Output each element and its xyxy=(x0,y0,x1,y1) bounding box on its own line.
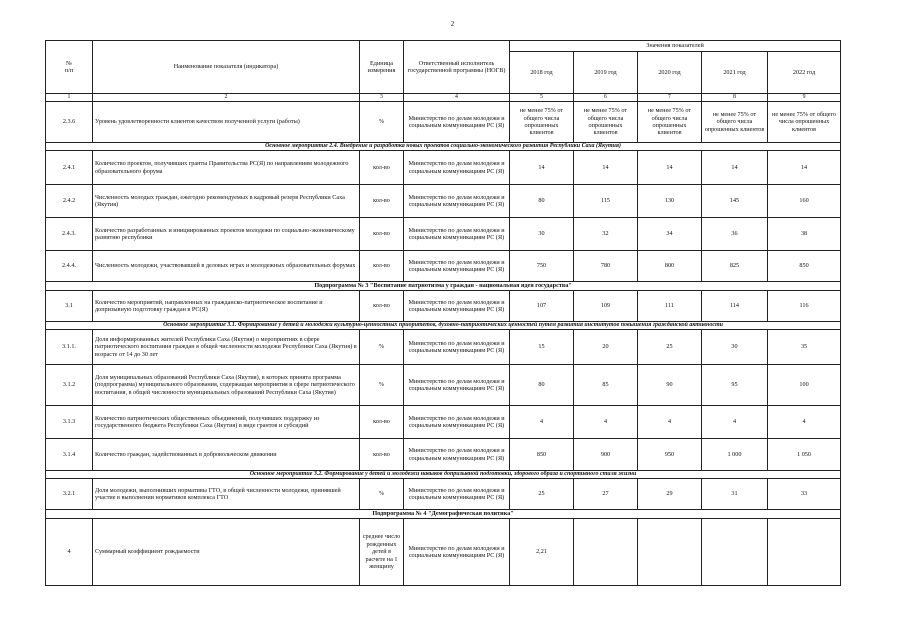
value-cell: 145 xyxy=(702,185,768,218)
unit-cell: кол-во xyxy=(360,251,404,282)
indicator-name: Количество разработанных и инициированных проектов молодежи по социально-экономическому развитию республики xyxy=(93,218,360,251)
value-cell: 160 xyxy=(768,185,841,218)
unit-cell: кол-во xyxy=(360,406,404,439)
unit-cell: % xyxy=(360,365,404,406)
table-row xyxy=(46,365,841,406)
value-cell: 850 xyxy=(510,439,574,471)
value-cell: не менее 75% от общего числа опрошенных клиентов xyxy=(638,102,702,143)
table-row xyxy=(46,151,841,185)
unit-cell: кол-во xyxy=(360,151,404,185)
value-cell: 14 xyxy=(768,151,841,185)
value-cell: 114 xyxy=(702,291,768,322)
table-row xyxy=(46,185,841,218)
value-cell: 107 xyxy=(510,291,574,322)
value-cell xyxy=(574,519,638,586)
value-cell: 100 xyxy=(768,365,841,406)
unit-cell: среднее число рожденных детей в расчете на 1 женщину xyxy=(360,519,404,586)
value-cell: 900 xyxy=(574,439,638,471)
table-row xyxy=(46,251,841,282)
subprogram-heading-row xyxy=(46,510,841,519)
indicator-name: Доля молодежи, выполнивших нормативы ГТО, в общей численности молодежи, принявшей участие в выполнении нормативов комплекса ГТО xyxy=(93,479,360,510)
section-heading: Основное мероприятие 2.4. Внедрение и разработка новых проектов социально-экономического развития Республики Саха (Якутия) xyxy=(46,143,841,151)
col-name-header: Наименование показателя (индикатора) xyxy=(93,41,360,94)
indicator-name: Численность молодых граждан, ежегодно рекомендуемых в кадровый резерв Республики Саха (Якутия) xyxy=(93,185,360,218)
table-row xyxy=(46,218,841,251)
value-cell: 825 xyxy=(702,251,768,282)
table-row xyxy=(46,102,841,143)
value-cell: 36 xyxy=(702,218,768,251)
value-cell: 115 xyxy=(574,185,638,218)
page-number: 2 xyxy=(450,20,455,28)
row-number: 2.4.1 xyxy=(46,151,93,185)
value-cell: 25 xyxy=(638,330,702,365)
row-number: 2.4.3. xyxy=(46,218,93,251)
value-cell: 80 xyxy=(510,185,574,218)
table-row xyxy=(46,291,841,322)
table-row xyxy=(46,330,841,365)
value-cell: 31 xyxy=(702,479,768,510)
indicators-table xyxy=(45,40,841,586)
value-cell: не менее 75% от общего числа опрошенных клиентов xyxy=(768,102,841,143)
value-cell: не менее 75% от общего числа опрошенных клиентов xyxy=(574,102,638,143)
year-header: 2022 год xyxy=(768,52,841,94)
value-cell: 4 xyxy=(702,406,768,439)
indicator-name: Количество граждан, задействованных в добровольческом движении xyxy=(93,439,360,471)
value-cell: 33 xyxy=(768,479,841,510)
value-cell: 2,21 xyxy=(510,519,574,586)
subprogram-heading-row xyxy=(46,282,841,291)
unit-cell: кол-во xyxy=(360,439,404,471)
value-cell: 80 xyxy=(510,365,574,406)
value-cell: не менее 75% от общего числа опрошенных клиентов xyxy=(510,102,574,143)
value-cell: 130 xyxy=(638,185,702,218)
value-cell: 4 xyxy=(574,406,638,439)
indicator-name: Количество мероприятий, направленных на гражданско-патриотическое воспитание и допризывную подготовку граждан в РС(Я) xyxy=(93,291,360,322)
value-cell: 14 xyxy=(702,151,768,185)
row-number: 3.2.1 xyxy=(46,479,93,510)
value-cell: 32 xyxy=(574,218,638,251)
responsible-cell: Министерство по делам молодежи и социальным коммуникациям РС (Я) xyxy=(404,102,510,143)
value-cell: 30 xyxy=(510,218,574,251)
unit-cell: % xyxy=(360,479,404,510)
value-cell: 85 xyxy=(574,365,638,406)
value-cell: 38 xyxy=(768,218,841,251)
header-row xyxy=(46,41,841,52)
row-number: 2.4.2 xyxy=(46,185,93,218)
unit-cell: кол-во xyxy=(360,185,404,218)
value-cell: 20 xyxy=(574,330,638,365)
value-cell: 14 xyxy=(638,151,702,185)
responsible-cell: Министерство по делам молодежи и социальным коммуникациям РС (Я) xyxy=(404,330,510,365)
value-cell: 34 xyxy=(638,218,702,251)
responsible-cell: Министерство по делам молодежи и социальным коммуникациям РС (Я) xyxy=(404,251,510,282)
table-row xyxy=(46,519,841,586)
value-cell xyxy=(702,519,768,586)
value-cell: 35 xyxy=(768,330,841,365)
indicator-name: Доля муниципальных образований Республики Саха (Якутия), в которых принята программа (подпрограмма) муниципального образования, содержащая мероприятия в сфере патриотического воспитания, в общей численности муниципальных образований Республики Саха (Якутия) xyxy=(93,365,360,406)
subprogram-heading: Подпрограмма № 3 "Воспитание патриотизма у граждан - национальная идея государства" xyxy=(46,282,841,291)
value-cell: 27 xyxy=(574,479,638,510)
value-cell: 14 xyxy=(574,151,638,185)
value-cell: 4 xyxy=(768,406,841,439)
value-cell: 90 xyxy=(638,365,702,406)
value-cell: 1 000 xyxy=(702,439,768,471)
row-number: 3.1.4 xyxy=(46,439,93,471)
value-cell: 850 xyxy=(768,251,841,282)
value-cell: 29 xyxy=(638,479,702,510)
values-group-header: Значения показателей xyxy=(510,41,841,52)
row-number: 3.1.1. xyxy=(46,330,93,365)
section-heading-row xyxy=(46,471,841,479)
value-cell xyxy=(638,519,702,586)
value-cell: 780 xyxy=(574,251,638,282)
year-header: 2020 год xyxy=(638,52,702,94)
value-cell: 25 xyxy=(510,479,574,510)
responsible-cell: Министерство по делам молодежи и социальным коммуникациям РС (Я) xyxy=(404,439,510,471)
row-number: 2.3.6 xyxy=(46,102,93,143)
value-cell: 750 xyxy=(510,251,574,282)
unit-cell: % xyxy=(360,330,404,365)
section-heading-row xyxy=(46,322,841,330)
col-number: 5 xyxy=(510,94,574,102)
col-resp-header: Ответственный исполнитель государственной программы (НОГВ) xyxy=(404,41,510,94)
indicator-name: Количество патриотических общественных объединений, получивших поддержку из государственного бюджета Республики Саха (Якутия) в виде грантов и субсидий xyxy=(93,406,360,439)
unit-cell: % xyxy=(360,102,404,143)
indicator-name: Доля информированных жителей Республики Саха (Якутия) о мероприятиях в сфере патриотического воспитания граждан в общей численности молодежи Республики Саха (Якутия) в возрасте от 14 до 30 лет xyxy=(93,330,360,365)
value-cell: 800 xyxy=(638,251,702,282)
subprogram-heading: Подпрограмма № 4 "Демографическая политика" xyxy=(46,510,841,519)
responsible-cell: Министерство по делам молодежи и социальным коммуникациям РС (Я) xyxy=(404,479,510,510)
row-number: 2.4.4. xyxy=(46,251,93,282)
responsible-cell: Министерство по делам молодежи и социальным коммуникациям РС (Я) xyxy=(404,185,510,218)
value-cell xyxy=(768,519,841,586)
value-cell: 30 xyxy=(702,330,768,365)
year-header: 2021 год xyxy=(702,52,768,94)
responsible-cell: Министерство по делам молодежи и социальным коммуникациям РС (Я) xyxy=(404,365,510,406)
indicator-name: Суммарный коэффициент рождаемости xyxy=(93,519,360,586)
indicator-name: Уровень удовлетворенности клиентов качеством полученной услуги (работы) xyxy=(93,102,360,143)
indicator-name: Численность молодежи, участвовавшей в деловых играх и молодежных образовательных форумах xyxy=(93,251,360,282)
responsible-cell: Министерство по делам молодежи и социальным коммуникациям РС (Я) xyxy=(404,151,510,185)
col-number: 1 xyxy=(46,94,93,102)
value-cell: 14 xyxy=(510,151,574,185)
section-heading-row xyxy=(46,143,841,151)
year-header: 2019 год xyxy=(574,52,638,94)
row-number: 3.1.2 xyxy=(46,365,93,406)
value-cell: 1 050 xyxy=(768,439,841,471)
col-num-header: № п/п xyxy=(46,41,93,94)
table-row xyxy=(46,439,841,471)
col-number: 3 xyxy=(360,94,404,102)
table-row xyxy=(46,406,841,439)
row-number: 4 xyxy=(46,519,93,586)
unit-cell: кол-во xyxy=(360,218,404,251)
value-cell: 4 xyxy=(510,406,574,439)
col-number: 4 xyxy=(404,94,510,102)
value-cell: не менее 75% от общего числа опрошенных клиентов xyxy=(702,102,768,143)
value-cell: 4 xyxy=(638,406,702,439)
col-number: 6 xyxy=(574,94,638,102)
indicator-name: Количество проектов, получивших гранты Правительства РС(Я) по направлениям молодежного образовательного форума xyxy=(93,151,360,185)
section-heading: Основное мероприятие 3.2. Формирование у детей и молодежи навыков допризывной подготовки, здорового образа и спортивного стиля жизни xyxy=(46,471,841,479)
value-cell: 15 xyxy=(510,330,574,365)
responsible-cell: Министерство по делам молодежи и социальным коммуникациям РС (Я) xyxy=(404,218,510,251)
unit-cell: кол-во xyxy=(360,291,404,322)
col-number: 7 xyxy=(638,94,702,102)
col-number: 9 xyxy=(768,94,841,102)
column-numbers-row xyxy=(46,94,841,102)
value-cell: 95 xyxy=(702,365,768,406)
row-number: 3.1.3 xyxy=(46,406,93,439)
responsible-cell: Министерство по делам молодежи и социальным коммуникациям РС (Я) xyxy=(404,291,510,322)
col-number: 2 xyxy=(93,94,360,102)
table-row xyxy=(46,479,841,510)
value-cell: 950 xyxy=(638,439,702,471)
section-heading: Основное мероприятие 3.1. Формирование у детей и молодежи культурно-ценностных приоритетов, духовно-патриотических ценностей путем развития институтов повышения гражданской активности xyxy=(46,322,841,330)
year-header: 2018 год xyxy=(510,52,574,94)
value-cell: 116 xyxy=(768,291,841,322)
row-number: 3.1 xyxy=(46,291,93,322)
col-unit-header: Единица измерения xyxy=(360,41,404,94)
responsible-cell: Министерство по делам молодежи и социальным коммуникациям РС (Я) xyxy=(404,406,510,439)
responsible-cell: Министерство по делам молодежи и социальным коммуникациям РС (Я) xyxy=(404,519,510,586)
value-cell: 111 xyxy=(638,291,702,322)
value-cell: 109 xyxy=(574,291,638,322)
col-number: 8 xyxy=(702,94,768,102)
